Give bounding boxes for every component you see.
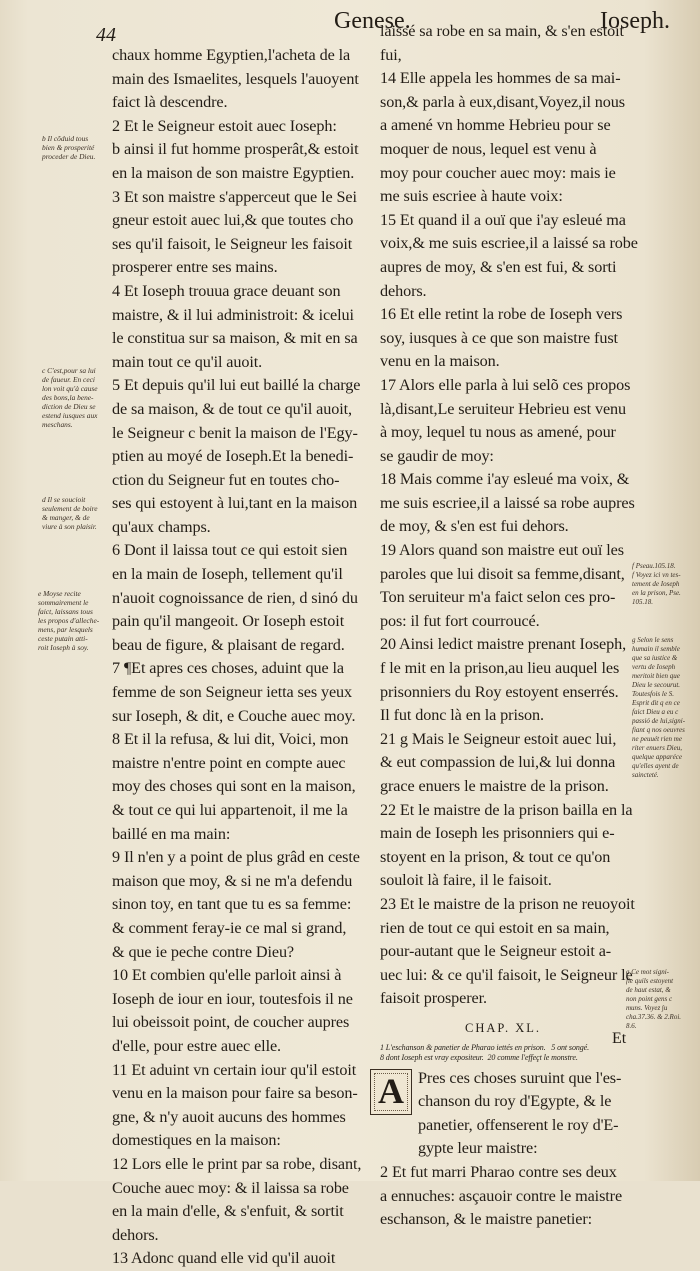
text-line: rien de tout ce qui estoit en sa main, (380, 918, 610, 937)
text-line: son,& parla à eux,disant,Voyez,il nous (380, 92, 625, 111)
text-line: à moy, lequel tu nous as amené, pour (380, 423, 616, 442)
text-line: gneur estoit auec lui,& que toutes cho (112, 211, 354, 230)
text-line: 19 Alors quand son maistre eut ouï les (380, 541, 624, 560)
chapter-summary-line-2: 8 dont Ioseph est vray expositeur. 20 comme l'effeçt le monstre. (380, 1052, 578, 1062)
text-line: en la main de Ioseph, tellement qu'il (112, 565, 343, 584)
running-title-subject: Ioseph. (600, 8, 670, 34)
running-title-book: Genese. (334, 8, 411, 34)
text-line: ses qui estoyent à lui,tant en la maison (112, 494, 358, 513)
text-line: paroles que lui disoit sa femme,disant, (380, 564, 625, 583)
text-line: faict là descendre. (112, 93, 228, 112)
text-line: uec lui: & ce qu'il faisoit, le Seigneur le (380, 965, 633, 984)
text-line: Il fut donc là en la prison. (380, 706, 544, 725)
text-line: là,disant,Le seruiteur Hebrieu est venu (380, 399, 627, 418)
text-line: lui obeissoit point, de coucher aupres (112, 1013, 350, 1032)
text-line: domestiques en la maison: (112, 1131, 281, 1150)
text-line: 12 Lors elle le print par sa robe, disant, (112, 1154, 362, 1173)
page-number: 44 (96, 24, 116, 46)
text-line: venu en la maison. (380, 352, 500, 371)
text-line: en la main d'elle, & s'enfuit, & sortit (112, 1202, 344, 1221)
text-line: n'auoit cognoissance de rien, d sinó du (112, 588, 358, 607)
text-line: main tout ce qu'il auoit. (112, 352, 263, 371)
text-line: dehors. (112, 1225, 159, 1244)
text-line: faisoit prosperer. (380, 989, 487, 1008)
text-line: main des Ismaelites, lesquels l'auoyent (112, 69, 359, 88)
margin-note-f: f Pseau.105.18. f Voyez ici vn tes- tement de Ioseph en la prison, Pse. 105.18. (632, 562, 681, 606)
text-line: le constitua sur sa maison, & mit en sa (112, 329, 358, 348)
text-line: 23 Et le maistre de la prison ne reuoyoit (380, 894, 635, 913)
text-line: moy des choses qui sont en la maison, (112, 777, 356, 796)
text-line: Ioseph de iour en iour, toutesfois il ne (112, 989, 353, 1008)
text-line: & comment feray-ie ce mal si grand, (112, 918, 347, 937)
text-line: le Seigneur c benit la maison de l'Egy- (112, 423, 358, 442)
text-line: de sa maison, & de tout ce qu'il auoit, (112, 399, 352, 418)
text-line: femme de son Seigneur ietta ses yeux (112, 683, 353, 702)
text-line: 4 Et Ioseph trouua grace deuant son (112, 281, 341, 300)
text-line: a amené vn homme Hebrieu pour se (380, 116, 611, 135)
chapter-heading: CHAP. XL. (465, 1020, 541, 1035)
text-line: venu en la maison pour faire sa beson- (112, 1084, 358, 1103)
text-line: 3 Et son maistre s'apperceut que le Sei (112, 187, 357, 206)
text-line: 7 ¶Et apres ces choses, aduint que la (112, 659, 344, 678)
text-line: gypte leur maistre: (418, 1139, 538, 1158)
text-line: a ennuches: asçauoir contre le maistre (380, 1186, 623, 1205)
text-line: 16 Et elle retint la robe de Ioseph vers (380, 305, 623, 324)
text-line: 9 Il n'en y a point de plus grâd en ceste (112, 848, 360, 867)
text-line: 15 Et quand il a ouï que i'ay esleué ma (380, 210, 626, 229)
text-line: ses qu'il faisoit, le Seigneur les faisoit (112, 234, 353, 253)
chapter-summary-line-1: 1 L'eschanson & panetier de Pharao iettés en prison. 5 ont songé. (380, 1042, 589, 1052)
text-line: moquer de nous, lequel est venu à (380, 139, 597, 158)
text-line: Ton seruiteur m'a faict selon ces pro- (380, 588, 616, 607)
text-line: de moy, & s'en est fui dehors. (380, 517, 569, 536)
text-line: pos: il fut fort courroucé. (380, 611, 540, 630)
margin-note-c: c C'est,pour sa lui de faueur. En ceci lon voit qu'à cause des bons,la bene- diction de Dieu se estend iusques aux meschans. (42, 366, 98, 429)
text-line: soy, iusques à ce que son maistre fust (380, 328, 618, 347)
text-line: & que ie peche contre Dieu? (112, 942, 295, 961)
right-text-column (378, 20, 638, 1232)
text-line: 18 Mais comme i'ay esleué ma voix, & (380, 470, 630, 489)
text-line: Couche auec moy: & il laissa sa robe (112, 1178, 349, 1197)
text-line: qu'aux champs. (112, 517, 211, 536)
text-line: 22 Et le maistre de la prison bailla en la (380, 800, 633, 819)
text-line: grace enuers le maistre de la prison. (380, 777, 609, 795)
text-line: prosperer entre ses mains. (112, 258, 278, 277)
text-line: 2 Et le Seigneur estoit auec Ioseph: (112, 116, 337, 135)
text-line: 11 Et aduint vn certain iour qu'il estoit (112, 1060, 357, 1079)
text-line: voix,& me suis escriee,il a laissé sa robe (380, 234, 638, 253)
text-line: gne, & n'y auoit aucuns des hommes (112, 1107, 346, 1126)
text-line: pain qu'il mangeoit. Or Ioseph estoit (112, 612, 345, 631)
text-line: aupres de moy, & s'en est fui, & sorti (380, 257, 617, 276)
text-line: & tout ce qui lui appartenoit, il me la (112, 801, 348, 819)
text-line: maistre, & il lui administroit: & icelui (112, 305, 354, 324)
text-line: ptien au moyé de Ioseph.Et la benedi- (112, 447, 354, 466)
margin-note-e: e Moyse recite sommairement le faict, laissans tous les propos d'alleche- mens, par lesquels ceste putain atti- roit Ioseph à soy. (38, 589, 100, 652)
text-line: f le mit en la prison,au lieu auquel les (380, 659, 620, 678)
text-line: me suis escriee à haute voix: (380, 187, 563, 206)
text-line: main de Ioseph les prisonniers qui e- (380, 824, 615, 843)
margin-note-g: g Selon le sens humain il semble que sa iustice & vertu de Ioseph meritoit bien que Dieu le secourut. Toutesfois le S. Esprit dit q en ce faict Dieu a eu c passió de lui,signi- fiant q nos oeuvres ne peuuét rien me riter enuers Dieu, quelque apparéce qu'elles ayent de saincteté. (632, 636, 686, 779)
text-line: panetier, offenserent le roy d'E- (418, 1115, 619, 1134)
catchword: Et (612, 1030, 627, 1047)
text-line: chaux homme Egyptien,l'acheta de la (112, 46, 351, 64)
text-line: dehors. (380, 281, 427, 300)
text-line: 20 Ainsi ledict maistre prenant Ioseph, (380, 635, 627, 654)
text-line: chanson du roy d'Egypte, & le (418, 1092, 612, 1111)
text-line: Pres ces choses suruint que l'es- (418, 1068, 622, 1087)
text-line: 8 Et il la refusa, & lui dit, Voici, mon (112, 730, 349, 749)
text-line: beau de figure, & plaisant de regard. (112, 635, 345, 654)
text-line: me suis escriee,il a laissé sa robe aupres (380, 493, 635, 512)
margin-note-b: b Il cõduid tous bien & prosperité proceder de Dieu. (42, 134, 96, 161)
margin-note-d: d Il se soucioit seulement de boire & manger, & de viure à son plaisir. (42, 495, 98, 531)
text-line: laissé sa robe en sa main, & s'en estoit (380, 22, 624, 40)
text-line: 21 g Mais le Seigneur estoit auec lui, (380, 729, 617, 748)
text-line: 13 Adonc quand elle vid qu'il auoit (112, 1249, 336, 1268)
opening-lines (380, 1067, 626, 1161)
text-line: souloit là faire, il le faisoit. (380, 871, 552, 890)
closing-verse-lines (380, 1161, 626, 1232)
text-line: baillé en ma main: (112, 824, 231, 843)
left-text-column (112, 44, 362, 1271)
text-line: eschanson, & le maistre panetier: (380, 1210, 593, 1229)
text-line: 14 Elle appela les hommes de sa mai- (380, 69, 621, 88)
text-line: fui, (380, 45, 402, 64)
text-line: ction du Seigneur fut en toutes cho- (112, 470, 340, 489)
text-line: b ainsi il fut homme prosperât,& estoit (112, 140, 359, 159)
text-line: sur Ioseph, & dit, e Couche auec moy. (112, 706, 356, 725)
text-line: prisonniers du Roy estoyent enserrés. (380, 682, 619, 701)
text-line: 2 Et fut marri Pharao contre ses deux (380, 1162, 617, 1181)
text-line: moy pour coucher auec moy: mais ie (380, 163, 616, 182)
chapter-opening (380, 1067, 626, 1161)
text-line: se gaudir de moy: (380, 446, 494, 465)
margin-note-a: a Ce mot signi- fie quils estoyent de haut estat, & non point gens c muns. Voyez ∫u cha.37.36. & 2.Roi. 8.6. (626, 968, 682, 1030)
text-line: sinon toy, en tant que tu es sa femme: (112, 895, 352, 914)
text-line: maistre n'entre point en compte auec (112, 753, 346, 772)
text-line: stoyent en la prison, & tout ce qu'on (380, 847, 611, 866)
text-line: 17 Alors elle parla à lui selõ ces propos (380, 375, 631, 394)
text-line: d'elle, pour estre auec elle. (112, 1036, 281, 1055)
text-line: 5 Et depuis qu'il lui eut baillé la charge (112, 376, 361, 395)
decorated-initial: A (370, 1069, 412, 1115)
text-line: maison que moy, & si ne m'a defendu (112, 871, 353, 890)
text-line: 6 Dont il laissa tout ce qui estoit sien (112, 541, 348, 560)
text-line: pour-autant que le Seigneur estoit a- (380, 942, 612, 961)
text-line: en la maison de son maistre Egyptien. (112, 163, 355, 182)
text-line: 10 Et combien qu'elle parloit ainsi à (112, 966, 342, 985)
text-line: & eut compassion de lui,& lui donna (380, 753, 616, 772)
right-verse-lines (380, 20, 638, 1011)
